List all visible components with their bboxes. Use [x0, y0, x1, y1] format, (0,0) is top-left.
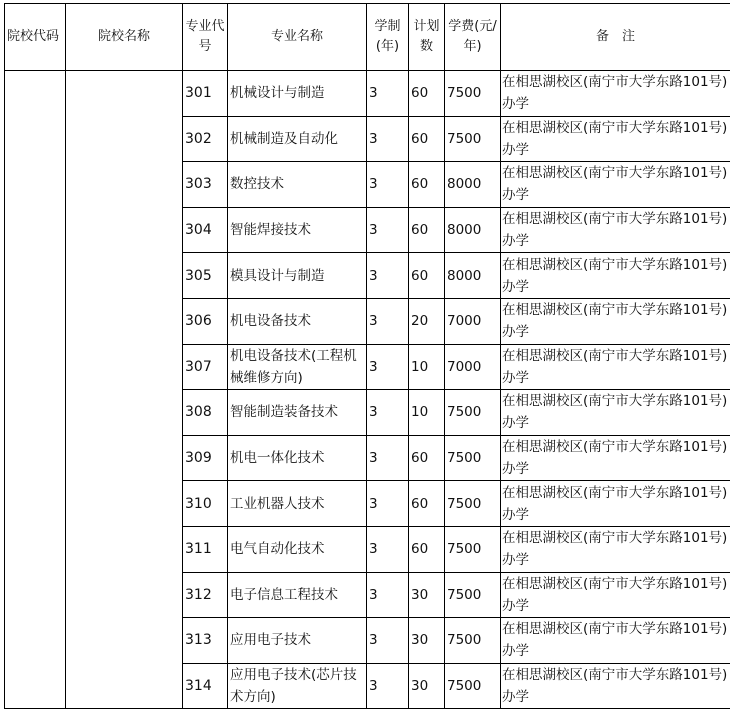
duration-cell: 3 [367, 344, 409, 390]
header-major-code: 专业代号 [183, 4, 228, 71]
tuition-cell: 7500 [445, 526, 501, 572]
school-name-cell [66, 71, 183, 709]
tuition-cell: 7500 [445, 71, 501, 117]
duration-cell: 3 [367, 572, 409, 618]
remark-cell: 在相思湖校区(南宁市大学东路101号)办学 [501, 572, 731, 618]
remark-cell: 在相思湖校区(南宁市大学东路101号)办学 [501, 481, 731, 527]
school-code-cell [5, 71, 66, 709]
major-code-cell: 313 [183, 618, 228, 664]
major-code-cell: 307 [183, 344, 228, 390]
plan-cell: 30 [409, 663, 445, 709]
duration-cell: 3 [367, 390, 409, 436]
major-code-cell: 309 [183, 435, 228, 481]
plan-cell: 30 [409, 618, 445, 664]
tuition-cell: 7500 [445, 435, 501, 481]
tuition-cell: 8000 [445, 162, 501, 208]
plan-cell: 30 [409, 572, 445, 618]
major-code-cell: 304 [183, 207, 228, 253]
tuition-cell: 7500 [445, 618, 501, 664]
tuition-cell: 7000 [445, 298, 501, 344]
header-duration: 学制(年) [367, 4, 409, 71]
duration-cell: 3 [367, 253, 409, 299]
major-code-cell: 312 [183, 572, 228, 618]
duration-cell: 3 [367, 526, 409, 572]
remark-cell: 在相思湖校区(南宁市大学东路101号)办学 [501, 253, 731, 299]
tuition-cell: 8000 [445, 253, 501, 299]
header-remarks: 备 注 [501, 4, 731, 71]
major-name-cell: 机电设备技术(工程机械维修方向) [228, 344, 367, 390]
remark-cell: 在相思湖校区(南宁市大学东路101号)办学 [501, 526, 731, 572]
major-name-cell: 数控技术 [228, 162, 367, 208]
remark-cell: 在相思湖校区(南宁市大学东路101号)办学 [501, 435, 731, 481]
tuition-cell: 7500 [445, 390, 501, 436]
tuition-cell: 7500 [445, 116, 501, 162]
duration-cell: 3 [367, 116, 409, 162]
plan-cell: 60 [409, 116, 445, 162]
remark-cell: 在相思湖校区(南宁市大学东路101号)办学 [501, 663, 731, 709]
remark-cell: 在相思湖校区(南宁市大学东路101号)办学 [501, 116, 731, 162]
remark-cell: 在相思湖校区(南宁市大学东路101号)办学 [501, 344, 731, 390]
duration-cell: 3 [367, 71, 409, 117]
major-code-cell: 306 [183, 298, 228, 344]
major-code-cell: 314 [183, 663, 228, 709]
major-name-cell: 模具设计与制造 [228, 253, 367, 299]
admissions-table-container [4, 3, 730, 715]
major-name-cell: 应用电子技术(芯片技术方向) [228, 663, 367, 709]
major-code-cell: 305 [183, 253, 228, 299]
major-code-cell: 303 [183, 162, 228, 208]
major-code-cell: 308 [183, 390, 228, 436]
header-major-name: 专业名称 [228, 4, 367, 71]
duration-cell: 3 [367, 663, 409, 709]
plan-cell: 10 [409, 344, 445, 390]
duration-cell: 3 [367, 207, 409, 253]
remark-cell: 在相思湖校区(南宁市大学东路101号)办学 [501, 390, 731, 436]
admissions-table [4, 3, 730, 709]
major-name-cell: 工业机器人技术 [228, 481, 367, 527]
remark-cell: 在相思湖校区(南宁市大学东路101号)办学 [501, 207, 731, 253]
remark-cell: 在相思湖校区(南宁市大学东路101号)办学 [501, 298, 731, 344]
major-name-cell: 电气自动化技术 [228, 526, 367, 572]
major-name-cell: 机电一体化技术 [228, 435, 367, 481]
major-name-cell: 机械设计与制造 [228, 71, 367, 117]
plan-cell: 60 [409, 253, 445, 299]
major-code-cell: 301 [183, 71, 228, 117]
major-name-cell: 应用电子技术 [228, 618, 367, 664]
plan-cell: 60 [409, 481, 445, 527]
remark-cell: 在相思湖校区(南宁市大学东路101号)办学 [501, 71, 731, 117]
plan-cell: 60 [409, 526, 445, 572]
plan-cell: 60 [409, 207, 445, 253]
plan-cell: 20 [409, 298, 445, 344]
major-code-cell: 310 [183, 481, 228, 527]
table-row [5, 71, 731, 117]
duration-cell: 3 [367, 162, 409, 208]
major-code-cell: 302 [183, 116, 228, 162]
plan-cell: 60 [409, 435, 445, 481]
tuition-cell: 7000 [445, 344, 501, 390]
major-name-cell: 智能制造装备技术 [228, 390, 367, 436]
plan-cell: 60 [409, 162, 445, 208]
major-name-cell: 智能焊接技术 [228, 207, 367, 253]
tuition-cell: 7500 [445, 663, 501, 709]
duration-cell: 3 [367, 481, 409, 527]
header-row [5, 4, 731, 71]
duration-cell: 3 [367, 435, 409, 481]
duration-cell: 3 [367, 618, 409, 664]
major-name-cell: 机电设备技术 [228, 298, 367, 344]
tuition-cell: 8000 [445, 207, 501, 253]
remark-cell: 在相思湖校区(南宁市大学东路101号)办学 [501, 618, 731, 664]
header-school-name: 院校名称 [66, 4, 183, 71]
remark-cell: 在相思湖校区(南宁市大学东路101号)办学 [501, 162, 731, 208]
tuition-cell: 7500 [445, 481, 501, 527]
header-plan: 计划数 [409, 4, 445, 71]
tuition-cell: 7500 [445, 572, 501, 618]
major-name-cell: 电子信息工程技术 [228, 572, 367, 618]
plan-cell: 60 [409, 71, 445, 117]
header-tuition: 学费(元/年) [445, 4, 501, 71]
major-code-cell: 311 [183, 526, 228, 572]
duration-cell: 3 [367, 298, 409, 344]
plan-cell: 10 [409, 390, 445, 436]
header-school-code: 院校代码 [5, 4, 66, 71]
major-name-cell: 机械制造及自动化 [228, 116, 367, 162]
